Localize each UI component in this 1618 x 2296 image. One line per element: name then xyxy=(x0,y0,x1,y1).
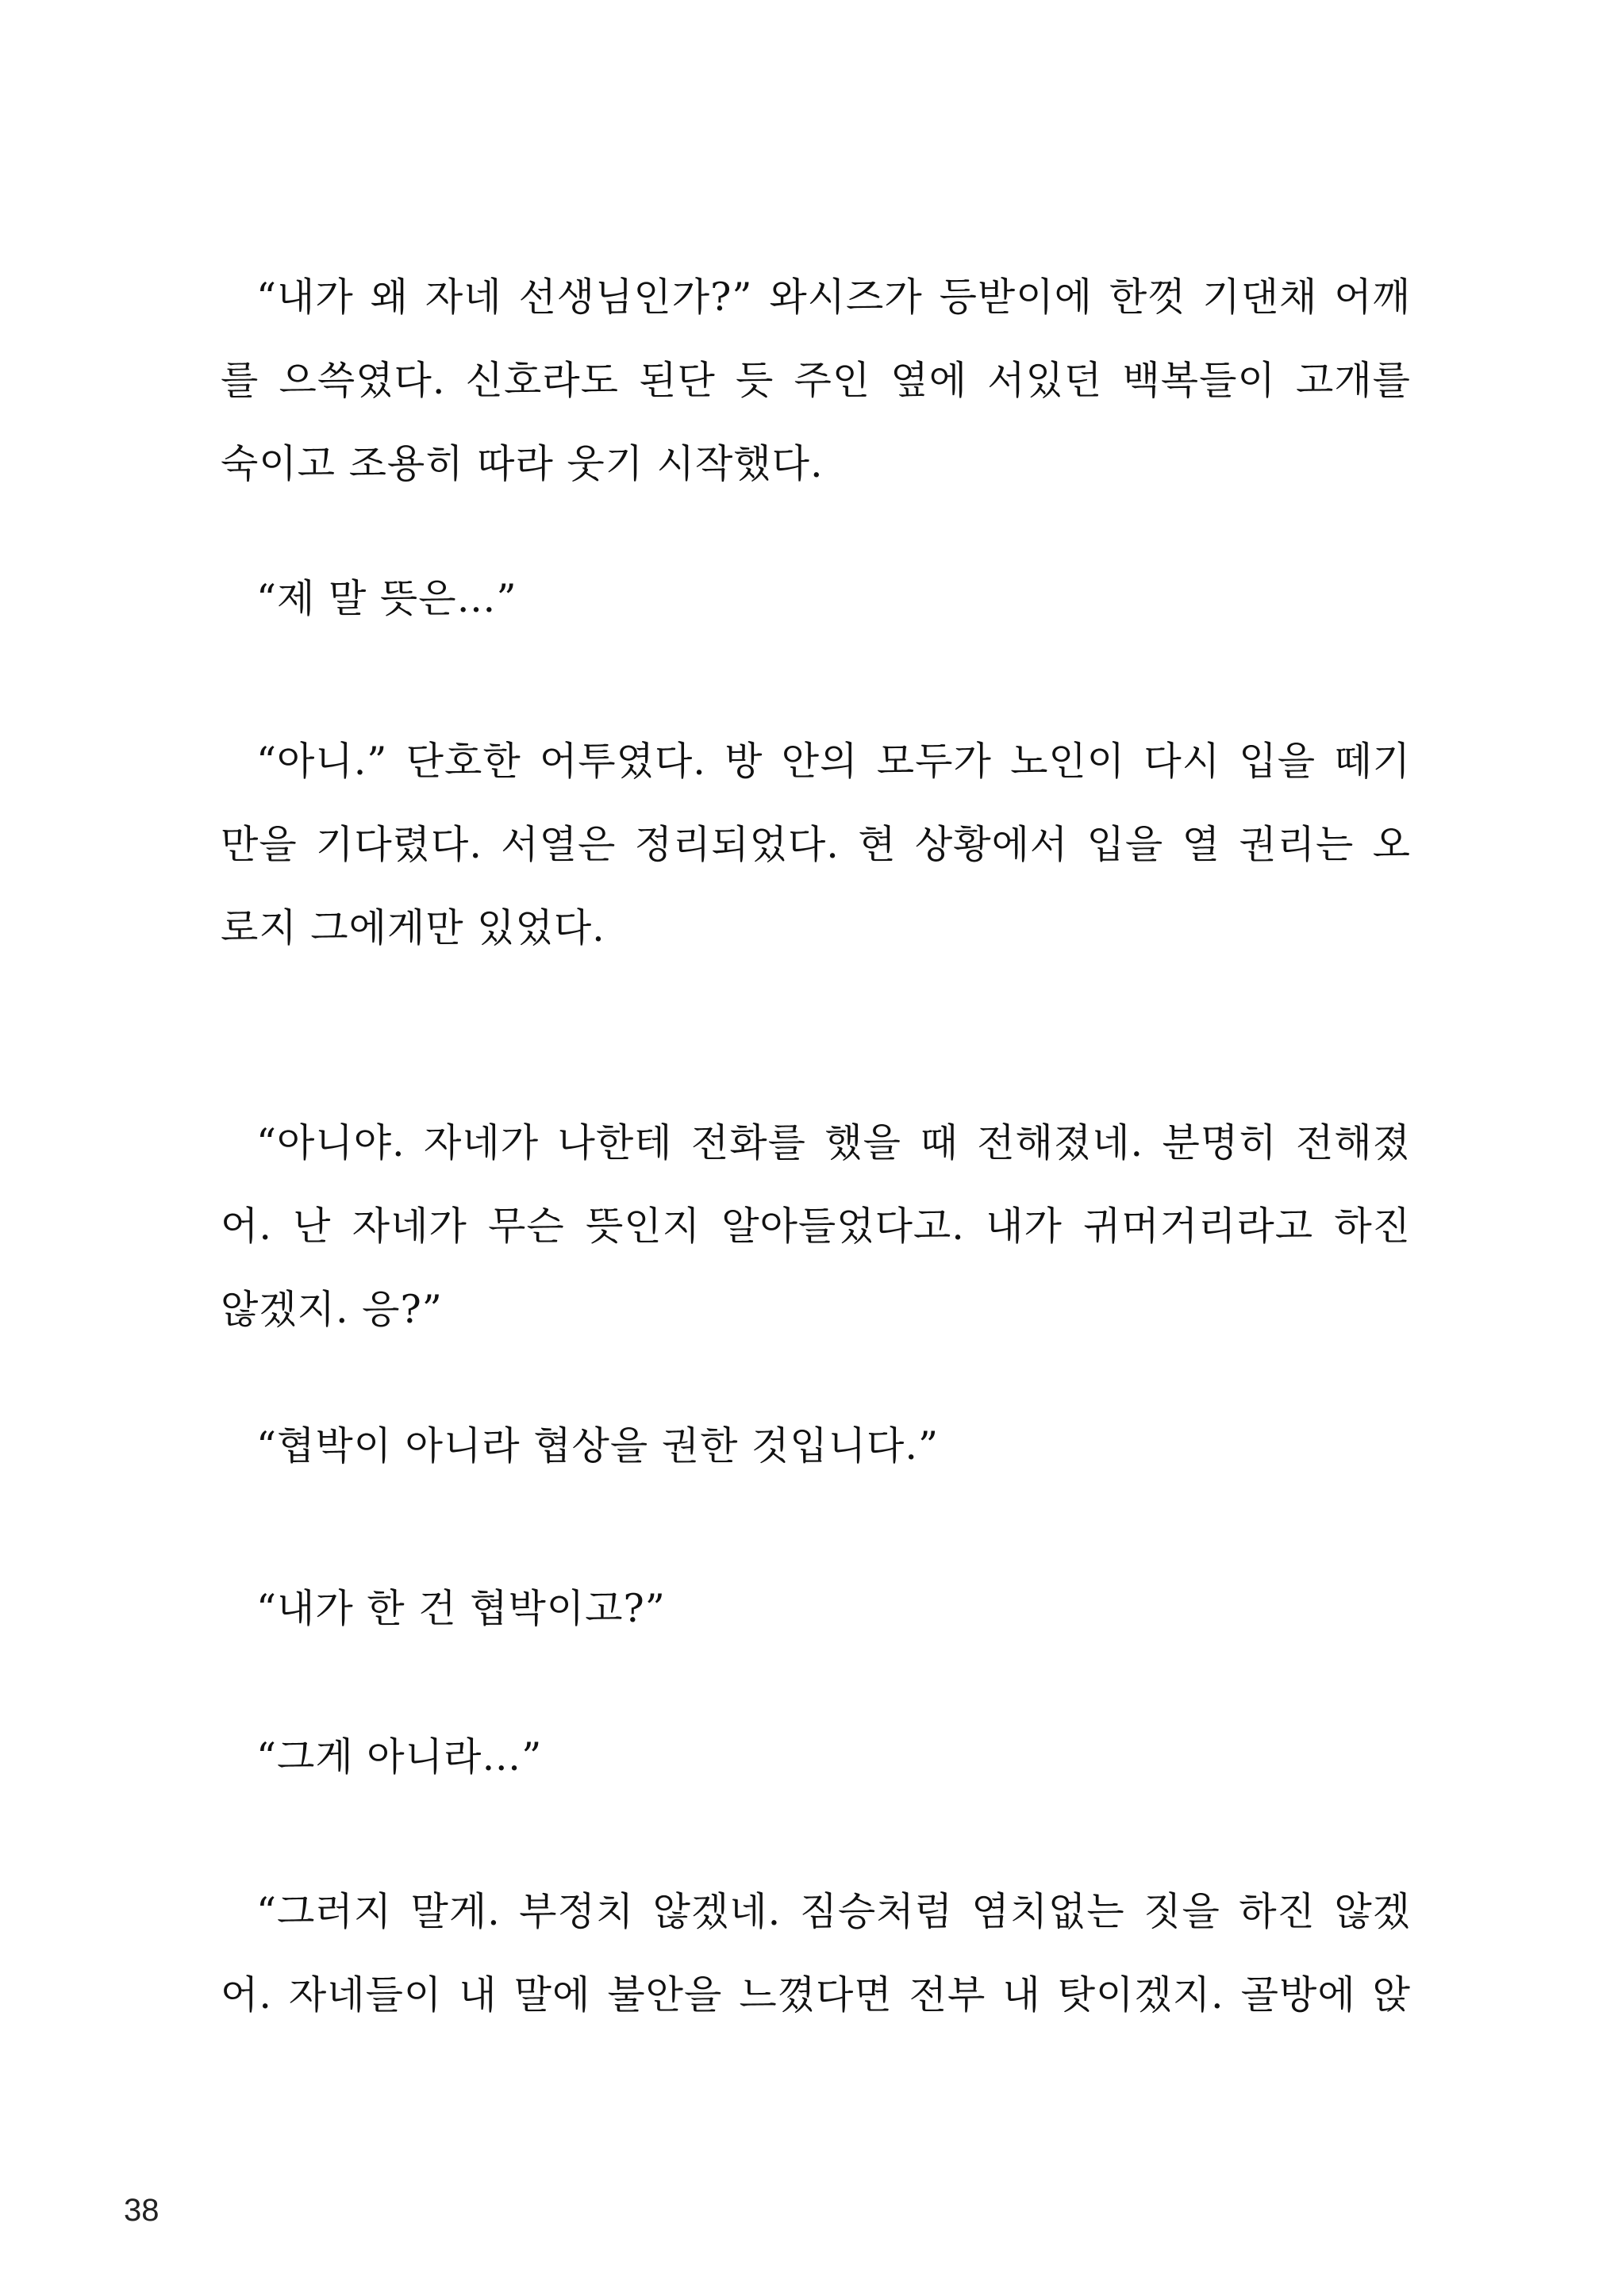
paragraph-6 xyxy=(221,1567,1411,1650)
paragraph-7 xyxy=(221,1715,1411,1799)
paragraph-3 xyxy=(221,720,1411,969)
text-line: 않겠지. 응?” xyxy=(221,1287,443,1332)
paragraph-1 xyxy=(221,255,1411,505)
text-line: “아니.” 단호한 어투였다. 방 안의 모두가 노인이 다시 입을 떼기 xyxy=(256,739,1411,784)
text-line: 숙이고 조용히 따라 웃기 시작했다. xyxy=(221,441,824,486)
paragraph-2 xyxy=(221,557,1411,640)
text-line: “협박이 아니라 협상을 권한 것입니다.” xyxy=(256,1423,939,1469)
text-line: “내가 한 건 협박이고?” xyxy=(256,1586,666,1631)
paragraph-4 xyxy=(221,1101,1411,1351)
paragraph-8 xyxy=(221,1870,1411,2037)
text-line: 어. 자네들이 내 말에 불안을 느꼈다면 전부 내 탓이겠지. 골방에 앉 xyxy=(221,1972,1411,2018)
text-line: 만을 기다렸다. 서열은 정리되었다. 현 상황에서 입을 열 권리는 오 xyxy=(221,822,1411,867)
text-line: “제 말 뜻은…” xyxy=(256,576,517,621)
text-line: 어. 난 자네가 무슨 뜻인지 알아들었다고. 내가 귀머거리라고 하진 xyxy=(221,1204,1411,1249)
page-number: 38 xyxy=(124,2193,159,2228)
text-line: “그러지 말게. 부정치 않겠네. 짐승처럼 염치없는 짓을 하진 않겠 xyxy=(256,1889,1411,1934)
text-line: 로지 그에게만 있었다. xyxy=(221,905,605,950)
text-line: “내가 왜 자네 선생님인가?” 와시즈가 등받이에 한껏 기댄채 어깨 xyxy=(256,275,1411,320)
text-line: “아니야. 자네가 나한테 전화를 했을 때 전해졌네. 분명히 전해졌 xyxy=(256,1120,1411,1165)
text-line: “그게 아니라…” xyxy=(256,1734,543,1780)
paragraph-5 xyxy=(221,1404,1411,1488)
text-line: 를 으쓱였다. 신호라도 된단 듯 주인 옆에 서있던 백복들이 고개를 xyxy=(221,358,1411,403)
